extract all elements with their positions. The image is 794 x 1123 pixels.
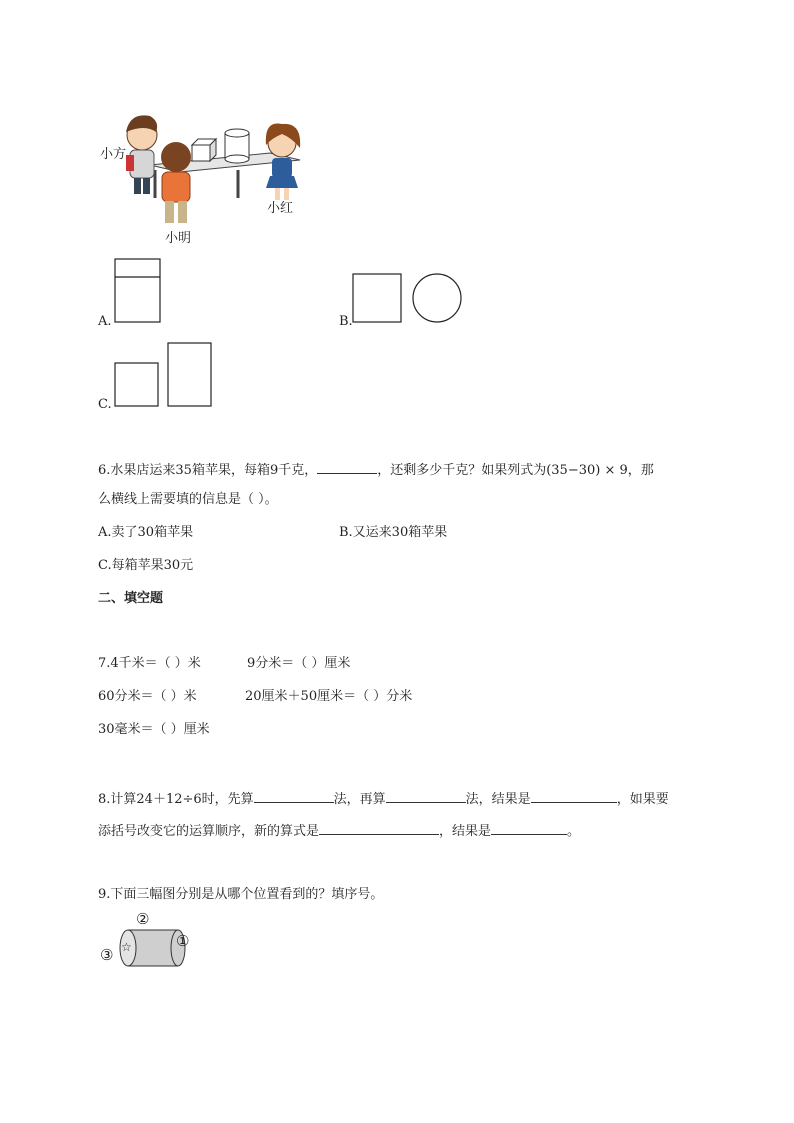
q6-option-a: A.卖了30箱苹果 [98, 525, 194, 540]
q8-text-3: 法，结果是 [465, 792, 531, 807]
q8-text-4: ，如果要 [616, 792, 669, 807]
q7-row2-a: 60分米＝（ ）米 [98, 689, 197, 704]
q8-line2 [98, 820, 580, 841]
q9-mark-2: ② [136, 910, 150, 928]
q8-blank-4[interactable] [319, 820, 439, 835]
q9-cylinder-figure [118, 924, 218, 984]
q7-row3-a: 30毫米＝（ ）厘米 [98, 722, 210, 737]
q5-option-b-label: B. [339, 314, 353, 329]
label-xiaofang: 小方 [100, 147, 127, 162]
q6-line2: 么横线上需要填的信息是（ ）。 [98, 492, 278, 507]
q6-option-c: C.每箱苹果30元 [98, 558, 194, 573]
label-xiaohong: 小红 [267, 201, 294, 216]
q6-line1-part2: ，还剩多少千克？如果列式为(35−30) × 9，那 [377, 463, 654, 478]
q8-blank-2[interactable] [386, 788, 466, 803]
q7-row2-b: 20厘米＋50厘米＝（ ）分米 [245, 689, 413, 704]
q5-option-a-label: A. [98, 314, 112, 329]
label-xiaoming: 小明 [165, 231, 192, 246]
q5-option-b-figure [352, 273, 472, 333]
q7-row1-a: 7.4千米＝（ ）米 [98, 656, 201, 671]
q5-option-c-label: C. [98, 397, 112, 412]
q6-answer-blank[interactable] [317, 459, 377, 474]
q5-option-a-figure [114, 258, 164, 328]
q6-line1-part1: 6.水果店运来35箱苹果，每箱9千克， [98, 463, 318, 478]
q8-text-7: 。 [567, 824, 581, 839]
q7-row1-b: 9分米＝（ ）厘米 [247, 656, 351, 671]
q6-line1 [98, 459, 654, 480]
q8-text-2: 法，再算 [333, 792, 386, 807]
q6-option-b: B.又运来30箱苹果 [339, 525, 448, 540]
q8-text-5: 添括号改变它的运算顺序，新的算式是 [98, 824, 320, 839]
q8-line1 [98, 788, 669, 809]
table-scene-figure [0, 0, 794, 260]
q8-blank-3[interactable] [531, 788, 617, 803]
q9-mark-1: ① [176, 932, 190, 950]
q8-text-6: ，结果是 [439, 824, 492, 839]
q8-blank-5[interactable] [491, 820, 567, 835]
q5-option-c-figure [114, 342, 224, 412]
q9-mark-3: ③ [100, 946, 114, 964]
q9-text: 9.下面三幅图分别是从哪个位置看到的？填序号。 [98, 887, 384, 902]
q8-blank-1[interactable] [254, 788, 334, 803]
q8-text-1: 8.计算24＋12÷6时，先算 [98, 792, 254, 807]
section-2-title: 二、填空题 [98, 591, 164, 606]
q9-star-icon: ☆ [121, 940, 132, 954]
